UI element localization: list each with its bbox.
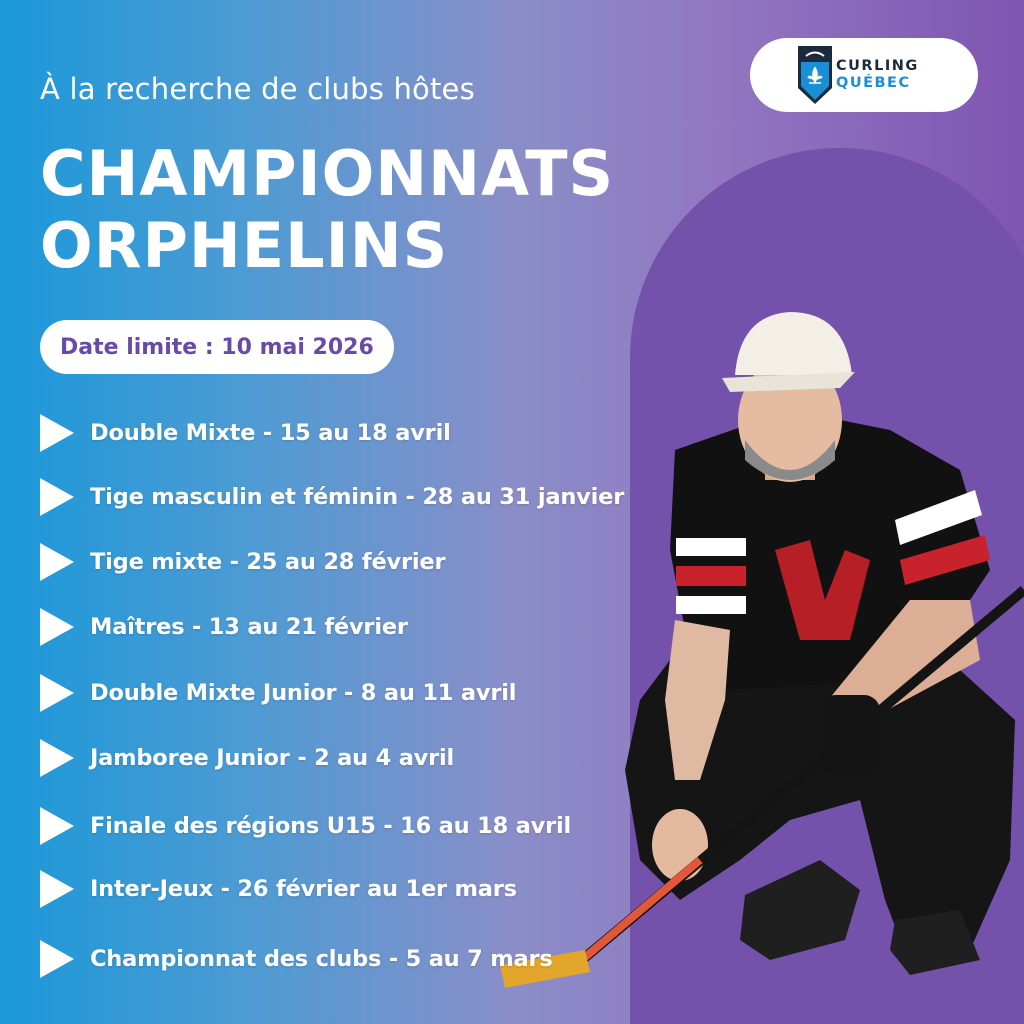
- curling-quebec-logo: [750, 38, 978, 112]
- list-item: [40, 477, 624, 517]
- list-item: [40, 673, 516, 713]
- event-label: Double Mixte Junior - 8 au 11 avril: [90, 680, 517, 706]
- jersey-stripe: [676, 566, 746, 586]
- left-shoe: [740, 860, 860, 960]
- list-item: [40, 413, 451, 453]
- fleur-de-lis-shield-icon: [798, 46, 832, 104]
- list-item: [40, 869, 517, 909]
- play-arrow-icon: [40, 739, 74, 777]
- broom-handle-color: [570, 860, 700, 970]
- play-arrow-icon: [40, 807, 74, 845]
- list-item: [40, 806, 571, 846]
- play-arrow-icon: [40, 674, 74, 712]
- title-line-2: ORPHELINS: [40, 209, 449, 282]
- curler-photo: [490, 300, 1024, 1000]
- play-arrow-icon: [40, 870, 74, 908]
- play-arrow-icon: [40, 478, 74, 516]
- subtitle: À la recherche de clubs hôtes: [40, 72, 475, 106]
- logo-wordmark: [836, 58, 919, 92]
- cap: [735, 312, 852, 375]
- page-title: [40, 138, 640, 282]
- play-arrow-icon: [40, 543, 74, 581]
- logo-line-1: CURLING: [836, 58, 919, 74]
- event-label: Finale des régions U15 - 16 au 18 avril: [90, 813, 572, 839]
- jersey-stripe: [676, 596, 746, 614]
- deadline-badge: Date limite : 10 mai 2026: [40, 320, 394, 374]
- list-item: [40, 939, 553, 979]
- left-hand: [652, 809, 708, 881]
- jersey-stripe: [676, 538, 746, 556]
- list-item: [40, 738, 454, 778]
- play-arrow-icon: [40, 414, 74, 452]
- event-label: Inter-Jeux - 26 février au 1er mars: [90, 876, 517, 902]
- event-label: Tige masculin et féminin - 28 au 31 janvier: [90, 484, 625, 510]
- list-item: [40, 607, 408, 647]
- title-line-1: CHAMPIONNATS: [40, 137, 615, 210]
- list-item: [40, 542, 445, 582]
- event-label: Double Mixte - 15 au 18 avril: [90, 420, 451, 446]
- event-label: Maîtres - 13 au 21 février: [90, 614, 408, 640]
- play-arrow-icon: [40, 940, 74, 978]
- play-arrow-icon: [40, 608, 74, 646]
- event-label: Tige mixte - 25 au 28 février: [90, 549, 446, 575]
- event-label: Jamboree Junior - 2 au 4 avril: [90, 745, 455, 771]
- logo-line-2: QUÉBEC: [836, 75, 911, 91]
- event-label: Championnat des clubs - 5 au 7 mars: [90, 946, 553, 972]
